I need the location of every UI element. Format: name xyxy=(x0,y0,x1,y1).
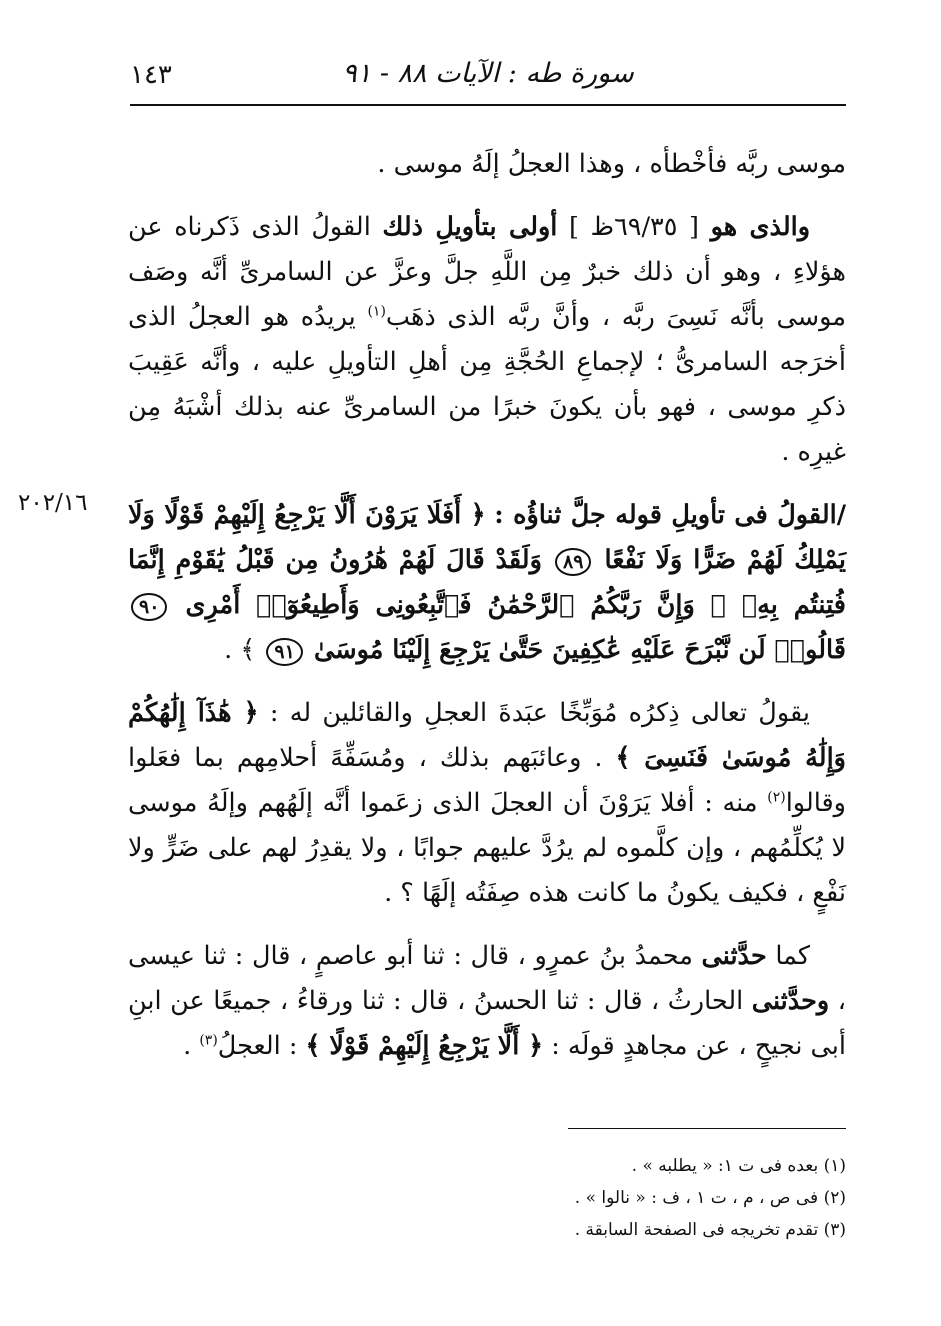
narration-keyword: حدَّثنى xyxy=(701,941,767,971)
quran-verse: ﴿ أَفَلَا يَرَوْنَ أَلَّا يَرْجِعُ إِلَيْهِمْ قَوْلًا وَلَا يَمْلِكُ لَهُمْ ضَرًّا وَلَا نَفْعًا xyxy=(128,500,847,575)
bold-lead: والذى هو xyxy=(710,212,811,242)
footnote-marker: (٢) xyxy=(767,789,786,806)
footnote-1: (١) بعده فى ت ١: « يطلبه » . xyxy=(631,1156,846,1176)
paragraph-text: يريدُه هو العجلُ الذى أخرَجه السامرىُّ ؛ لإجماعِ الحُجَّةِ مِن أهلِ التأويلِ عليه ، وأنَّه عَقِيبَ ذكرِ موسى ، فهو بأن يكونَ خبرًا من السامرىِّ عنه بذلك أشْبَهُ مِن غيرِه . xyxy=(128,302,846,467)
paragraph-text: كما xyxy=(775,941,811,971)
manuscript-reference: [ ٦٩/٣٥ظ ] xyxy=(568,212,699,242)
footnote-marker: (٣) xyxy=(199,1032,218,1049)
paragraph-text: . xyxy=(183,1031,192,1061)
quran-verse: وَلَقَدْ قَالَ لَهُمْ هَٰرُونُ مِن قَبْلُ يَٰقَوْمِ إِنَّمَا فُتِنتُم بِهِۦ ۖ وَإِنَّ رَبَّكُمُ ٱلرَّحْمَٰنُ فَٱتَّبِعُونِى وَأَطِيعُوٓا۟ أَمْرِى xyxy=(128,545,846,620)
paragraph-5 xyxy=(128,934,846,1069)
footnotes xyxy=(200,1150,846,1246)
header-rule xyxy=(130,104,846,106)
quran-verse: قَالُوا۟ لَن نَّبْرَحَ عَلَيْهِ عَٰكِفِينَ حَتَّىٰ يَرْجِعَ إِلَيْنَا مُوسَىٰ xyxy=(313,635,846,665)
paragraph-1 xyxy=(128,142,846,187)
paragraph-text: القولُ الذى ذَكرناه عن هؤلاءِ ، وهو أن ذلك خبرٌ مِن اللَّهِ جلَّ وعزَّ عن السامرىِّ أنَّه وصَف موسى بأنَّه نَسِىَ ربَّه ، وأنَّ ربَّه الذى ذهَب xyxy=(128,212,846,332)
chapter-heading: /القولُ فى تأويلِ قوله جلَّ ثناؤُه : xyxy=(494,500,847,530)
narration-keyword: وحدَّثنى xyxy=(751,986,830,1016)
paragraph-4 xyxy=(128,691,846,916)
ayah-number-89: ٨٩ xyxy=(555,548,591,576)
bold-phrase: أولى بتأويلِ ذلك xyxy=(382,212,558,242)
ayah-number-91: ٩١ xyxy=(266,638,302,666)
paragraph-2 xyxy=(128,205,846,475)
paragraph-3 xyxy=(128,493,846,673)
quran-verse: ﴿ أَلَّا يَرْجِعُ إِلَيْهِمْ قَوْلًا ﴾ xyxy=(305,1031,544,1061)
running-header xyxy=(130,52,846,92)
paragraph-text: موسى ربَّه فأخْطأه ، وهذا العجلُ إلَهُ موسى . xyxy=(377,149,846,179)
paragraph-text: الحارثُ ، قال : ثنا الحسنُ ، قال : ثنا ورقاءُ ، جميعًا عن ابنِ أبى نجيحٍ ، عن مجاهدٍ قولَه : xyxy=(128,986,846,1061)
paragraph-text: : العجلُ xyxy=(217,1031,298,1061)
footnote-3: (٣) تقدم تخريجه فى الصفحة السابقة . xyxy=(574,1220,846,1240)
verse-end: ﴾ . xyxy=(224,635,256,665)
paragraph-text: محمدُ بنُ عمرٍو ، قال : ثنا أبو عاصمٍ ، قال : ثنا عيسى ، xyxy=(128,941,847,1016)
body-text xyxy=(128,142,846,1069)
footnote-rule xyxy=(568,1128,846,1129)
footnote-marker: (١) xyxy=(367,303,386,320)
page-number: ١٤٣ xyxy=(130,60,172,90)
paragraph-text: يقولُ تعالى ذِكرُه مُوَبِّخًا عبَدةَ العجلِ والقائلين له : xyxy=(269,698,811,728)
quran-verse: ﴿ هَٰذَآ إِلَٰهُكُمْ وَإِلَٰهُ مُوسَىٰ فَنَسِىَ ﴾ xyxy=(128,698,846,773)
paragraph-text: . وعائبَهم بذلك ، ومُسَفِّهً أحلامِهم بما فعَلوا وقالوا xyxy=(128,743,846,818)
footnote-2: (٢) فى ص ، م ، ت ١ ، ف : « نالوا » . xyxy=(574,1188,846,1208)
margin-reference: ٢٠٢/١٦ xyxy=(18,490,88,516)
paragraph-text: منه : أفلا يَرَوْنَ أن العجلَ الذى زعَموا أنَّه إلَهُهم وإلَهُ موسى لا يُكلِّمُهم ، وإن كلَّموه لم يرُدَّ عليهم جوابًا ، ولا يقدِرُ لهم على ضَرٍّ ولا نَفْعٍ ، فكيف يكونُ ما كانت هذه صِفَتُه إلَهًا ؟ . xyxy=(128,788,846,908)
ayah-number-90: ٩٠ xyxy=(131,593,167,621)
header-title: سورة طه : الآيات ٨٨ - ٩١ xyxy=(342,58,634,89)
